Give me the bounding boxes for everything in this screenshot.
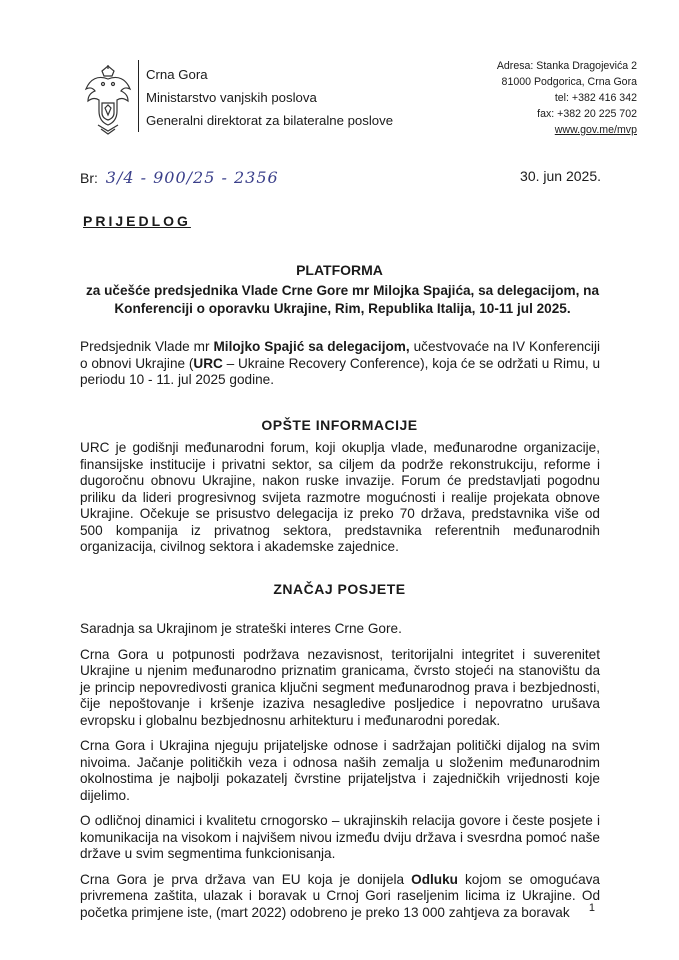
significance-heading: ZNAČAJ POSJETE (273, 581, 406, 597)
directorate-name: Generalni direktorat za bilateralne poslove (146, 113, 394, 128)
significance-p1: Saradnja sa Ukrajinom je strateški interes Crne Gore. (80, 621, 402, 636)
ministry-name: Ministarstvo vanjskih poslova (146, 90, 317, 105)
significance-p4: O odličnoj dinamici i kvalitetu crnogorsko – ukrajinskih relacija govore i česte posjete i komunikacija na visokom i najvišem nivou između dviju država i svesrdna pomoć naše države u svim segmentima funkcionisanja. (80, 813, 600, 861)
intro-text-3: – Ukraine Recovery Conference), koja će se održati u Rimu, u periodu 10 - 11. jul 2025 godine. (80, 355, 601, 387)
significance-p2: Crna Gora u potpunosti podržava nezavisnost, teritorijalni integritet i suverenitet Ukrajine u njenim međunarodno priznatim granicama, čvrsto stojeći na stanovištu da je princip nepovredivosti granica ključni segment međunarodnog prava i bezbjednosti, čije nepoštovanje i kršenje izaziva nesagledive posljedice i nepovratno urušava evropsku i globalnu bezbjednosnu arhitekturu i međunarodni poredak. (80, 646, 600, 728)
document-type: PRIJEDLOG (83, 213, 191, 229)
reference-number (80, 168, 279, 187)
significance-p5-text-1: Crna Gora je prva država van EU koja je donijela (80, 871, 412, 887)
significance-p3: Crna Gora i Ukrajina njeguju prijateljske odnose i sadržajan politički dijalog na svim nivoima. Jačanje političkih veza i odnosa naših zemalja u složenim međunarodnim okolnostima je najbolji pokazatelj čvrstine prijateljstva i zajedničkih vrijednosti koje dijelimo. (80, 738, 600, 803)
document-subtitle: za učešće predsjednika Vlade Crne Gore mr Milojka Spajića, sa delegacijom, na Konferenciji o oporavku Ukrajine, Rim, Republika Italija, 10-11 jul 2025. (86, 283, 599, 316)
reference-handwritten: 3/4 - 900/25 - 2356 (105, 168, 279, 187)
address-line1: Adresa: Stanka Dragojevića 2 (496, 60, 637, 72)
intro-bold-2: URC (193, 355, 223, 371)
reference-label: Br: (80, 170, 98, 186)
website-link[interactable]: www.gov.me/mvp (554, 124, 637, 136)
ministry-block (146, 63, 393, 132)
significance-p5 (80, 872, 600, 922)
header-divider (138, 60, 139, 132)
address-fax: fax: +382 20 225 702 (537, 108, 637, 120)
intro-text-2: učestvovaće na IV Konferenciji o obnovi Ukrajine ( (80, 339, 600, 371)
coat-of-arms-icon (84, 65, 132, 135)
general-info-heading: OPŠTE INFORMACIJE (261, 417, 418, 433)
address-block (497, 58, 637, 138)
intro-bold-1: Milojko Spajić sa delegacijom, (213, 339, 410, 354)
document-title: PLATFORMA (296, 262, 383, 278)
intro-text-1: Predsjednik Vlade mr (80, 339, 214, 354)
document-date: 30. jun 2025. (520, 168, 601, 184)
significance-p5-bold: Odluku (411, 871, 458, 887)
significance-body (80, 621, 600, 930)
address-line2: 81000 Podgorica, Crna Gora (501, 76, 637, 88)
significance-p5-text-2: kojom se omogućava privremena zaštita, ulazak i boravak u Crnoj Gori raseljenim licima iz Ukrajine. Od početka primjene iste, (mart 2022) odobreno je preko 13 000 zahtjeva za boravak (80, 871, 600, 920)
country-name: Crna Gora (146, 67, 208, 82)
address-tel: tel: +382 416 342 (554, 92, 637, 104)
general-info-paragraph (80, 440, 600, 565)
page-number: 1 (588, 902, 595, 914)
general-info-text: URC je godišnji međunarodni forum, koji okuplja vlade, međunarodne organizacije, finansijske institucije i privatni sektor, sa ciljem da podrže rekonstrukciju, reforme i dugoročnu obnovu Ukrajine, nakon ruske invazije. Forum će predstavljati pogodnu priliku da lideri progresivnog svijeta razmotre mogućnosti i realije projekata obnove Ukrajine. Očekuje se prisustvo delegacija iz preko 70 država, predstavnika više od 500 kompanija iz privatnog sektora, predstavnika referentnih međunarodnih organizacija, civilnog sektora i akademske zajednice. (80, 440, 600, 554)
intro-paragraph (80, 339, 600, 398)
